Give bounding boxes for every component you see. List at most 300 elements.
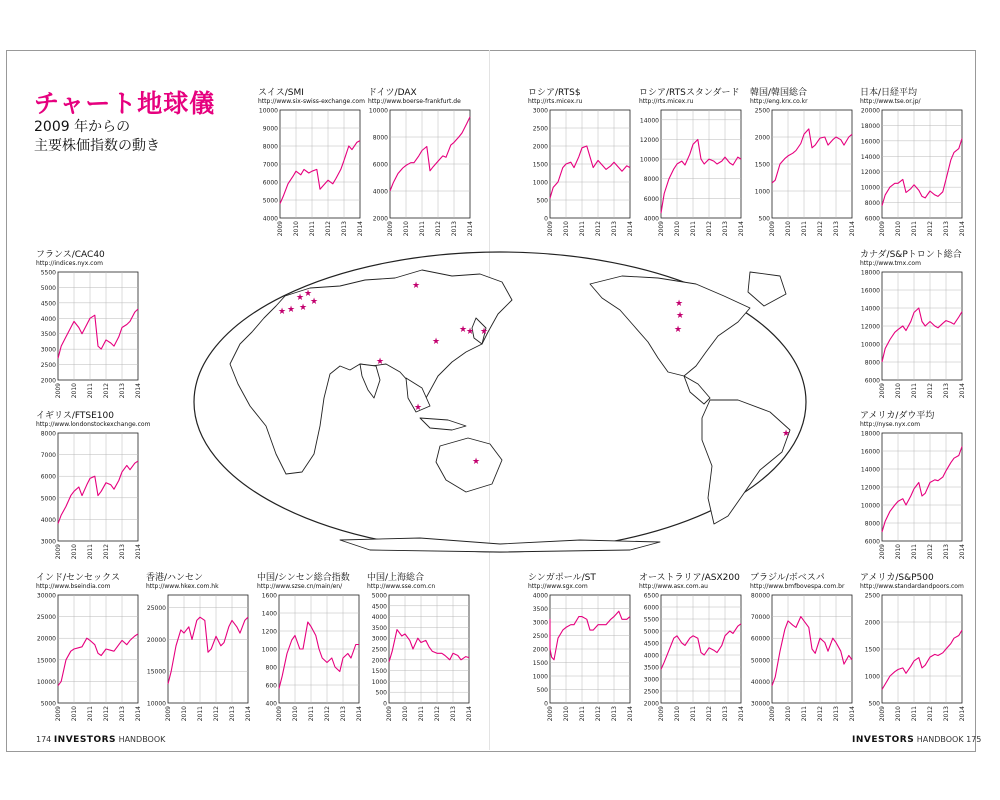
x-tick-label: 2014 xyxy=(135,706,142,722)
chart-url: http://www.sgx.com xyxy=(528,583,588,590)
x-tick-label: 2011 xyxy=(911,221,918,237)
x-tick-label: 2013 xyxy=(340,706,347,722)
chart-title: インド/センセックス xyxy=(36,573,120,583)
x-tick-label: 2009 xyxy=(276,706,283,722)
y-tick-label: 3000 xyxy=(532,619,548,627)
chart-hangseng xyxy=(146,573,252,723)
y-tick-label: 10000 xyxy=(860,184,880,192)
chart-title: フランス/CAC40 xyxy=(36,250,105,260)
y-tick-label: 10000 xyxy=(639,156,659,164)
y-tick-label: 1500 xyxy=(532,660,548,667)
x-tick-label: 2010 xyxy=(181,706,188,722)
x-tick-label: 2011 xyxy=(911,706,918,722)
x-tick-label: 2014 xyxy=(738,706,745,722)
y-tick-label: 6000 xyxy=(864,215,880,223)
x-tick-label: 2010 xyxy=(895,706,902,722)
x-tick-label: 2013 xyxy=(119,706,126,722)
chart-svg xyxy=(36,429,140,561)
x-tick-label: 2009 xyxy=(769,221,776,237)
y-tick-label: 1000 xyxy=(532,673,548,681)
chart-title: 中国/シンセン総合指数 xyxy=(257,573,350,583)
y-tick-label: 3000 xyxy=(532,107,548,115)
x-tick-label: 2009 xyxy=(277,221,284,237)
y-tick-label: 70000 xyxy=(750,614,770,622)
y-tick-label: 5000 xyxy=(40,495,56,503)
y-tick-label: 600 xyxy=(265,682,277,690)
x-tick-label: 2009 xyxy=(879,544,886,560)
y-tick-label: 20000 xyxy=(860,107,880,115)
y-tick-label: 2000 xyxy=(532,143,548,151)
y-tick-label: 8000 xyxy=(643,176,659,184)
y-tick-label: 8000 xyxy=(864,520,880,528)
y-tick-label: 6000 xyxy=(864,538,880,546)
x-tick-label: 2009 xyxy=(55,706,62,722)
x-tick-label: 2010 xyxy=(71,383,78,399)
chart-url: http://www.six-swiss-exchange.com xyxy=(258,98,365,105)
y-tick-label: 2000 xyxy=(864,619,880,627)
chart-svg xyxy=(36,591,140,723)
y-tick-label: 0 xyxy=(544,700,548,708)
star-icon: ★ xyxy=(411,281,421,291)
x-tick-label: 2009 xyxy=(658,706,665,722)
y-tick-label: 0 xyxy=(544,215,548,223)
chart-rts-standard xyxy=(639,88,745,238)
chart-svg xyxy=(368,106,472,238)
antarctica-edge xyxy=(340,538,660,552)
x-tick-label: 2010 xyxy=(71,544,78,560)
x-tick-label: 2011 xyxy=(87,383,94,399)
x-tick-label: 2014 xyxy=(245,706,252,722)
greenland xyxy=(748,272,786,306)
y-tick-label: 14000 xyxy=(639,117,659,125)
y-tick-label: 3000 xyxy=(40,346,56,354)
y-tick-label: 9000 xyxy=(262,125,278,133)
y-tick-label: 10000 xyxy=(368,107,388,115)
south-america xyxy=(702,400,790,524)
x-tick-label: 2012 xyxy=(325,221,332,237)
x-tick-label: 2012 xyxy=(706,221,713,237)
y-tick-label: 10000 xyxy=(860,502,880,510)
y-tick-label: 2000 xyxy=(40,377,56,385)
chart-title: 中国/上海総合 xyxy=(367,573,425,583)
star-icon: ★ xyxy=(674,299,684,309)
chart-asx200 xyxy=(639,573,745,723)
chart-url: http://www.londonstockexchange.com xyxy=(36,421,151,428)
x-tick-label: 2014 xyxy=(356,706,363,722)
y-tick-label: 5000 xyxy=(40,700,56,708)
x-tick-label: 2012 xyxy=(706,706,713,722)
star-icon: ★ xyxy=(673,325,683,335)
x-tick-label: 2013 xyxy=(229,706,236,722)
x-tick-label: 2010 xyxy=(895,383,902,399)
x-tick-label: 2009 xyxy=(547,706,554,722)
footer-brand-light: HANDBOOK xyxy=(916,735,964,744)
x-tick-label: 2011 xyxy=(579,221,586,237)
chart-url: http://www.hkex.com.hk xyxy=(146,583,219,590)
y-tick-label: 2500 xyxy=(532,633,548,640)
footer-brand-light: HANDBOOK xyxy=(118,735,166,744)
chart-url: http://rts.micex.ru xyxy=(528,98,583,105)
y-tick-label: 500 xyxy=(758,215,770,223)
y-tick-label: 14000 xyxy=(860,466,880,474)
x-tick-label: 2011 xyxy=(690,221,697,237)
star-icon: ★ xyxy=(479,327,489,337)
chart-title: カナダ/S&Pトロント総合 xyxy=(860,250,962,260)
x-tick-label: 2010 xyxy=(563,221,570,237)
x-tick-label: 2010 xyxy=(895,544,902,560)
x-tick-label: 2009 xyxy=(879,706,886,722)
y-tick-label: 25000 xyxy=(146,605,166,613)
chart-bovespa xyxy=(750,573,856,723)
x-tick-label: 2010 xyxy=(674,221,681,237)
y-tick-label: 5000 xyxy=(371,592,387,600)
y-tick-label: 2000 xyxy=(372,215,388,223)
chart-svg xyxy=(258,106,362,238)
y-tick-label: 14000 xyxy=(860,153,880,161)
star-icon: ★ xyxy=(781,429,791,439)
x-tick-label: 2012 xyxy=(103,706,110,722)
y-tick-label: 500 xyxy=(868,700,880,708)
star-icon: ★ xyxy=(303,289,313,299)
star-icon: ★ xyxy=(298,303,308,313)
y-tick-label: 7000 xyxy=(262,161,278,169)
star-icon: ★ xyxy=(675,311,685,321)
y-tick-label: 40000 xyxy=(750,678,770,686)
x-tick-label: 2011 xyxy=(801,706,808,722)
x-tick-label: 2011 xyxy=(418,706,425,722)
chart-url: http://www.tmx.com xyxy=(860,260,921,267)
y-tick-label: 3500 xyxy=(371,624,387,632)
y-tick-label: 20000 xyxy=(146,636,166,644)
y-tick-label: 1000 xyxy=(532,179,548,187)
chart-sse xyxy=(367,573,473,723)
y-tick-label: 6000 xyxy=(262,179,278,187)
chart-url: http://eng.krx.co.kr xyxy=(750,98,808,105)
footer-left xyxy=(36,735,165,745)
chart-url: http://nyse.nyx.com xyxy=(860,421,921,428)
chart-title: ロシア/RTSスタンダード xyxy=(639,88,740,98)
y-tick-label: 500 xyxy=(536,197,548,205)
x-tick-label: 2011 xyxy=(197,706,204,722)
y-tick-label: 25000 xyxy=(36,614,56,622)
y-tick-label: 60000 xyxy=(750,635,770,643)
y-tick-label: 2000 xyxy=(371,657,387,665)
chart-url: http://www.sse.com.cn xyxy=(367,583,436,590)
x-tick-label: 2011 xyxy=(911,544,918,560)
y-tick-label: 12000 xyxy=(639,136,659,144)
star-icon: ★ xyxy=(458,325,468,335)
x-tick-label: 2013 xyxy=(722,706,729,722)
x-tick-label: 2009 xyxy=(55,544,62,560)
x-tick-label: 2013 xyxy=(119,544,126,560)
page-subtitle xyxy=(34,118,160,156)
y-tick-label: 2500 xyxy=(643,688,659,696)
y-tick-label: 80000 xyxy=(750,592,770,600)
x-tick-label: 2014 xyxy=(959,706,966,722)
y-tick-label: 1500 xyxy=(371,668,387,676)
x-tick-label: 2013 xyxy=(450,706,457,722)
y-tick-label: 18000 xyxy=(860,430,880,438)
x-tick-label: 2009 xyxy=(387,221,394,237)
y-tick-label: 16000 xyxy=(860,138,880,146)
chart-title: ロシア/RTS$ xyxy=(528,88,581,98)
x-tick-label: 2011 xyxy=(419,221,426,237)
chart-svg xyxy=(528,106,632,238)
x-tick-label: 2014 xyxy=(467,221,474,237)
y-tick-label: 15000 xyxy=(36,657,56,665)
subtitle-line-1: 2009 年からの xyxy=(34,119,131,135)
x-tick-label: 2013 xyxy=(833,706,840,722)
y-tick-label: 5500 xyxy=(643,616,659,624)
y-tick-label: 3500 xyxy=(532,606,548,613)
x-tick-label: 2012 xyxy=(817,706,824,722)
y-tick-label: 6500 xyxy=(643,592,659,600)
y-tick-label: 2500 xyxy=(40,362,56,370)
y-tick-label: 500 xyxy=(375,689,387,697)
y-tick-label: 1600 xyxy=(261,592,277,600)
x-tick-label: 2012 xyxy=(927,221,934,237)
x-tick-label: 2010 xyxy=(785,706,792,722)
chart-cac40 xyxy=(36,250,142,400)
chart-dow xyxy=(860,411,966,561)
x-tick-label: 2012 xyxy=(927,383,934,399)
y-tick-label: 18000 xyxy=(860,269,880,277)
y-tick-label: 8000 xyxy=(372,134,388,142)
y-tick-label: 4000 xyxy=(643,652,659,660)
x-tick-label: 2011 xyxy=(579,706,586,722)
x-tick-label: 2010 xyxy=(563,706,570,722)
y-tick-label: 3000 xyxy=(371,635,387,643)
chart-url: http://www.boerse-frankfurt.de xyxy=(368,98,461,105)
chart-sti xyxy=(528,573,634,723)
star-icon: ★ xyxy=(413,403,423,413)
chart-title: アメリカ/S&P500 xyxy=(860,573,934,583)
x-tick-label: 2010 xyxy=(293,221,300,237)
x-tick-label: 2014 xyxy=(959,221,966,237)
x-tick-label: 2012 xyxy=(324,706,331,722)
y-tick-label: 1500 xyxy=(754,161,770,169)
chart-rts-usd xyxy=(528,88,634,238)
x-tick-label: 2014 xyxy=(627,706,634,722)
x-tick-label: 2014 xyxy=(959,383,966,399)
x-tick-label: 2014 xyxy=(738,221,745,237)
x-tick-label: 2014 xyxy=(135,544,142,560)
chart-svg xyxy=(146,591,250,723)
y-tick-label: 5500 xyxy=(40,269,56,277)
y-tick-label: 6000 xyxy=(864,377,880,385)
x-tick-label: 2009 xyxy=(879,383,886,399)
x-tick-label: 2011 xyxy=(87,706,94,722)
y-tick-label: 8000 xyxy=(262,143,278,151)
chart-svg xyxy=(528,591,632,723)
star-icon: ★ xyxy=(431,337,441,347)
chart-title: オーストラリア/ASX200 xyxy=(639,573,740,583)
x-tick-label: 2009 xyxy=(386,706,393,722)
y-tick-label: 4000 xyxy=(643,215,659,223)
x-tick-label: 2012 xyxy=(927,544,934,560)
y-tick-label: 1000 xyxy=(864,673,880,681)
chart-smi xyxy=(258,88,364,238)
x-tick-label: 2013 xyxy=(722,221,729,237)
chart-title: イギリス/FTSE100 xyxy=(36,411,114,421)
north-america xyxy=(590,276,750,376)
y-tick-label: 2500 xyxy=(754,107,770,115)
x-tick-label: 2013 xyxy=(833,221,840,237)
star-icon: ★ xyxy=(465,327,475,337)
plot-frame xyxy=(58,595,138,703)
y-tick-label: 1500 xyxy=(864,646,880,654)
y-tick-label: 15000 xyxy=(146,668,166,676)
y-tick-label: 1500 xyxy=(532,161,548,169)
chart-url: http://rts.micex.ru xyxy=(639,98,694,105)
x-tick-label: 2012 xyxy=(817,221,824,237)
chart-dax xyxy=(368,88,474,238)
y-tick-label: 16000 xyxy=(860,448,880,456)
y-tick-label: 3000 xyxy=(643,676,659,684)
x-tick-label: 2013 xyxy=(943,706,950,722)
chart-title: 韓国/韓国総合 xyxy=(750,88,808,98)
footer-right xyxy=(852,735,981,745)
x-tick-label: 2010 xyxy=(71,706,78,722)
star-icon: ★ xyxy=(375,357,385,367)
plot-frame xyxy=(58,272,138,380)
star-icon: ★ xyxy=(286,305,296,315)
y-tick-label: 4500 xyxy=(371,603,387,611)
y-tick-label: 6000 xyxy=(643,604,659,612)
chart-svg xyxy=(639,591,743,723)
x-tick-label: 2014 xyxy=(357,221,364,237)
x-tick-label: 2012 xyxy=(103,383,110,399)
x-tick-label: 2011 xyxy=(801,221,808,237)
star-icon: ★ xyxy=(309,297,319,307)
chart-svg xyxy=(639,106,743,238)
y-tick-label: 10000 xyxy=(146,700,166,708)
chart-svg xyxy=(750,106,854,238)
y-tick-label: 50000 xyxy=(750,657,770,665)
y-tick-label: 5000 xyxy=(262,197,278,205)
x-tick-label: 2014 xyxy=(959,544,966,560)
y-tick-label: 6000 xyxy=(643,195,659,203)
chart-url: http://www.bmfbovespa.com.br xyxy=(750,583,845,590)
plot-frame xyxy=(58,433,138,541)
y-tick-label: 4500 xyxy=(643,640,659,648)
x-tick-label: 2013 xyxy=(341,221,348,237)
y-tick-label: 30000 xyxy=(36,592,56,600)
chart-svg xyxy=(36,268,140,400)
footer-brand-strong: INVESTORS xyxy=(852,735,915,745)
footer-page-number: 175 xyxy=(966,735,982,744)
y-tick-label: 2500 xyxy=(532,125,548,133)
x-tick-label: 2013 xyxy=(611,221,618,237)
x-tick-label: 2012 xyxy=(213,706,220,722)
x-tick-label: 2009 xyxy=(547,221,554,237)
y-tick-label: 2000 xyxy=(643,700,659,708)
y-tick-label: 4000 xyxy=(372,188,388,196)
y-tick-label: 3500 xyxy=(40,331,56,339)
india-peninsula xyxy=(360,364,380,398)
x-tick-label: 2012 xyxy=(595,221,602,237)
y-tick-label: 4000 xyxy=(40,315,56,323)
indonesia-islands xyxy=(420,418,466,430)
y-tick-label: 1000 xyxy=(371,678,387,686)
x-tick-label: 2014 xyxy=(849,221,856,237)
chart-sensex xyxy=(36,573,142,723)
x-tick-label: 2011 xyxy=(911,383,918,399)
x-tick-label: 2011 xyxy=(87,544,94,560)
y-tick-label: 12000 xyxy=(860,484,880,492)
chart-svg xyxy=(257,591,361,723)
y-tick-label: 10000 xyxy=(258,107,278,115)
y-tick-label: 500 xyxy=(536,687,548,694)
y-tick-label: 2500 xyxy=(371,646,387,654)
chart-svg xyxy=(860,429,964,561)
y-tick-label: 800 xyxy=(265,664,277,672)
y-tick-label: 4000 xyxy=(371,614,387,622)
x-tick-label: 2014 xyxy=(135,383,142,399)
chart-url: http://www.szse.cn/main/en/ xyxy=(257,583,343,590)
x-tick-label: 2012 xyxy=(434,706,441,722)
chart-svg xyxy=(860,591,964,723)
x-tick-label: 2013 xyxy=(451,221,458,237)
star-icon: ★ xyxy=(277,307,287,317)
y-tick-label: 6000 xyxy=(40,473,56,481)
x-tick-label: 2009 xyxy=(769,706,776,722)
x-tick-label: 2013 xyxy=(119,383,126,399)
x-tick-label: 2011 xyxy=(309,221,316,237)
subtitle-line-2: 主要株価指数の動き xyxy=(34,138,160,154)
x-tick-label: 2014 xyxy=(627,221,634,237)
chart-svg xyxy=(750,591,854,723)
y-tick-label: 4000 xyxy=(40,516,56,524)
y-tick-label: 20000 xyxy=(36,635,56,643)
y-tick-label: 3500 xyxy=(643,664,659,672)
y-tick-label: 8000 xyxy=(864,359,880,367)
x-tick-label: 2014 xyxy=(466,706,473,722)
y-tick-label: 1000 xyxy=(754,188,770,196)
x-tick-label: 2014 xyxy=(849,706,856,722)
x-tick-label: 2009 xyxy=(55,383,62,399)
plot-frame xyxy=(661,110,741,218)
y-tick-label: 8000 xyxy=(864,200,880,208)
chart-url: http://www.bseindia.com xyxy=(36,583,111,590)
y-tick-label: 2000 xyxy=(754,134,770,142)
x-tick-label: 2010 xyxy=(785,221,792,237)
y-tick-label: 2000 xyxy=(532,646,548,654)
chart-url: http://indices.nyx.com xyxy=(36,260,103,267)
y-tick-label: 1200 xyxy=(261,628,277,636)
chart-tsx xyxy=(860,250,966,400)
y-tick-label: 7000 xyxy=(40,452,56,460)
x-tick-label: 2012 xyxy=(927,706,934,722)
chart-kospi xyxy=(750,88,856,238)
chart-title: 香港/ハンセン xyxy=(146,573,204,583)
x-tick-label: 2009 xyxy=(658,221,665,237)
chart-ftse100 xyxy=(36,411,151,561)
chart-svg xyxy=(860,268,964,400)
x-tick-label: 2013 xyxy=(611,706,618,722)
x-tick-label: 2010 xyxy=(402,706,409,722)
y-tick-label: 1400 xyxy=(261,610,277,618)
chart-url: http://www.asx.com.au xyxy=(639,583,708,590)
chart-nikkei xyxy=(860,88,966,238)
x-tick-label: 2010 xyxy=(895,221,902,237)
chart-svg xyxy=(860,106,964,238)
footer-brand-strong: INVESTORS xyxy=(53,735,117,745)
y-tick-label: 4500 xyxy=(40,300,56,308)
x-tick-label: 2012 xyxy=(435,221,442,237)
y-tick-label: 12000 xyxy=(860,169,880,177)
page-title: チャート地球儀 xyxy=(34,89,216,118)
